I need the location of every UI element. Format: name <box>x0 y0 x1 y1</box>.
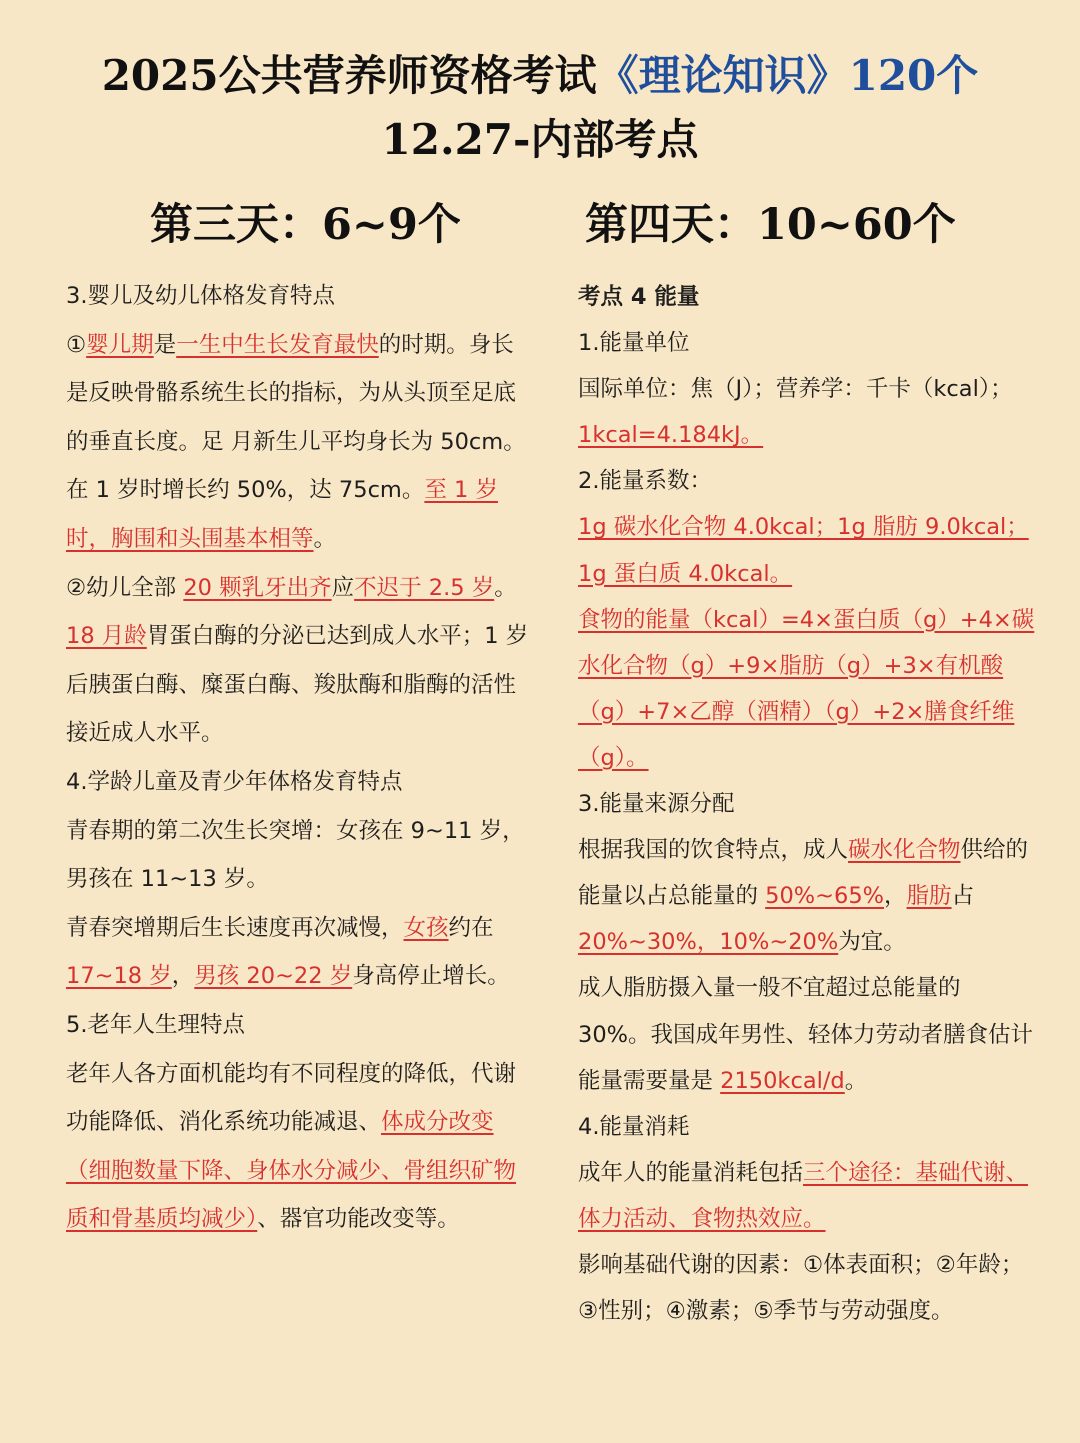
highlight: 20%~30%，10%~20% <box>578 929 839 956</box>
highlight: 碳水化合物 <box>848 837 961 864</box>
text: 老年人各方面机能均有不同程度的降低，代谢功能降低、消化系统功能减退、 <box>66 1060 517 1136</box>
title-highlight-text: 《理论知识》120个 <box>596 51 979 100</box>
text: 。 <box>494 574 517 601</box>
left-column <box>66 272 536 1244</box>
text: ， <box>171 963 195 990</box>
text: 占 <box>951 883 975 910</box>
text: 根据我国的饮食特点，成人 <box>578 837 849 864</box>
highlight: 1g 碳水化合物 4.0kcal；1g 脂肪 9.0kcal；1g 蛋白质 4.0kcal。 <box>578 514 1029 587</box>
highlight: 20 颗乳牙出齐 <box>183 574 332 601</box>
right-column <box>578 274 1038 1334</box>
text: 、器官功能改变等。 <box>257 1206 460 1233</box>
energy-1-title: 1.能量单位 <box>578 330 690 357</box>
energy-4-paragraph-1 <box>578 1150 1038 1242</box>
text: ②幼儿全部 <box>66 574 184 601</box>
text: 成年人的能量消耗包括 <box>578 1159 804 1186</box>
section-5-title: 5.老年人生理特点 <box>66 1011 245 1038</box>
text: 身高停止增长。 <box>352 963 510 990</box>
text: 是 <box>153 331 177 358</box>
title-line-2: 12.27-内部考点 <box>381 115 699 164</box>
highlight: 2150kcal/d <box>720 1067 845 1094</box>
section-4-paragraph-2 <box>66 904 536 1001</box>
section-4-paragraph-1: 青春期的第二次生长突增：女孩在 9~11 岁，男孩在 11~13 岁。 <box>66 817 525 893</box>
highlight: 50%~65% <box>765 883 885 910</box>
topic-4-title: 考点 4 能量 <box>578 284 700 310</box>
text: 的时期。身长是反映骨骼系统生长的指标，为从头顶至足底的垂直长度。足 月新生儿平均身长为 50cm。在 1 岁时增长约 50%，达 75cm。 <box>66 331 526 504</box>
highlight: 三个途径：基础代谢、体力活动、食物热效应。 <box>578 1159 1029 1232</box>
energy-3-paragraph-2 <box>578 965 1038 1103</box>
text: 约在 <box>448 914 494 941</box>
text: 青春突增期后生长速度再次减慢， <box>66 914 404 941</box>
highlight: 1kcal=4.184kJ。 <box>578 422 764 449</box>
text: 国际单位：焦（J）；营养学：千卡（kcal）； <box>578 376 1013 403</box>
energy-3-title: 3.能量来源分配 <box>578 791 735 818</box>
section-3-paragraph-1 <box>66 321 536 564</box>
page-title <box>0 44 1080 172</box>
highlight: 食物的能量（kcal）=4×蛋白质（g）+4×碳水化合物（g）+9×脂肪（g）+3×有机酸（g）+7×乙醇（酒精）（g）+2×膳食纤维（g）。 <box>578 606 1035 771</box>
energy-1-paragraph <box>578 366 1038 458</box>
text: ， <box>884 883 907 910</box>
day-three-heading: 第三天：6~9个 <box>150 200 461 250</box>
energy-4-paragraph-2: 影响基础代谢的因素：①体表面积；②年龄；③性别；④激素；⑤季节与劳动强度。 <box>578 1251 1024 1325</box>
highlight: 不迟于 2.5 岁 <box>354 574 495 601</box>
section-5-paragraph-1 <box>66 1050 536 1244</box>
section-4-title: 4.学龄儿童及青少年体格发育特点 <box>66 768 403 795</box>
energy-2-title: 2.能量系数： <box>578 468 712 495</box>
highlight: 女孩 <box>403 914 449 941</box>
text: 应 <box>331 574 355 601</box>
highlight: 18 月龄 <box>66 623 147 650</box>
highlight: 至 1 岁时，胸围和头围基本相等 <box>66 477 498 552</box>
energy-2-formula <box>578 597 1038 781</box>
day-four-heading: 第四天：10~60个 <box>585 200 956 250</box>
energy-2-paragraph-1 <box>578 504 1038 596</box>
highlight: 一生中生长发育最快 <box>176 331 379 358</box>
title-line-1 <box>0 44 1080 108</box>
text: 胃蛋白酶的分泌已达到成人水平；1 岁后胰蛋白酶、糜蛋白酶、羧肽酶和脂酶的活性接近成人水平。 <box>66 623 529 747</box>
highlight: 体成分改变（细胞数量下降、身体水分减少、骨组织矿物质和骨基质均减少） <box>66 1109 517 1233</box>
energy-4-title: 4.能量消耗 <box>578 1113 690 1140</box>
text: 为宜。 <box>838 929 906 956</box>
title-main-text: 2025公共营养师资格考试 <box>101 51 597 100</box>
highlight: 17~18 岁 <box>66 963 172 990</box>
highlight: 脂肪 <box>906 883 952 910</box>
highlight: 婴儿期 <box>86 331 154 358</box>
section-3-title: 3.婴儿及幼儿体格发育特点 <box>66 283 335 309</box>
highlight: 男孩 20~22 岁 <box>194 963 353 990</box>
text: 供给的能量以占总能量的 <box>578 837 1029 910</box>
text: 。 <box>313 525 337 552</box>
text: 成人脂肪摄入量一般不宜超过总能量的 30%。我国成年男性、轻体力劳动者膳食估计能量需要量是 <box>578 975 1034 1094</box>
section-3-paragraph-2 <box>66 564 536 758</box>
energy-3-paragraph-1 <box>578 827 1038 965</box>
text: 。 <box>844 1067 868 1094</box>
text: ① <box>66 331 87 358</box>
